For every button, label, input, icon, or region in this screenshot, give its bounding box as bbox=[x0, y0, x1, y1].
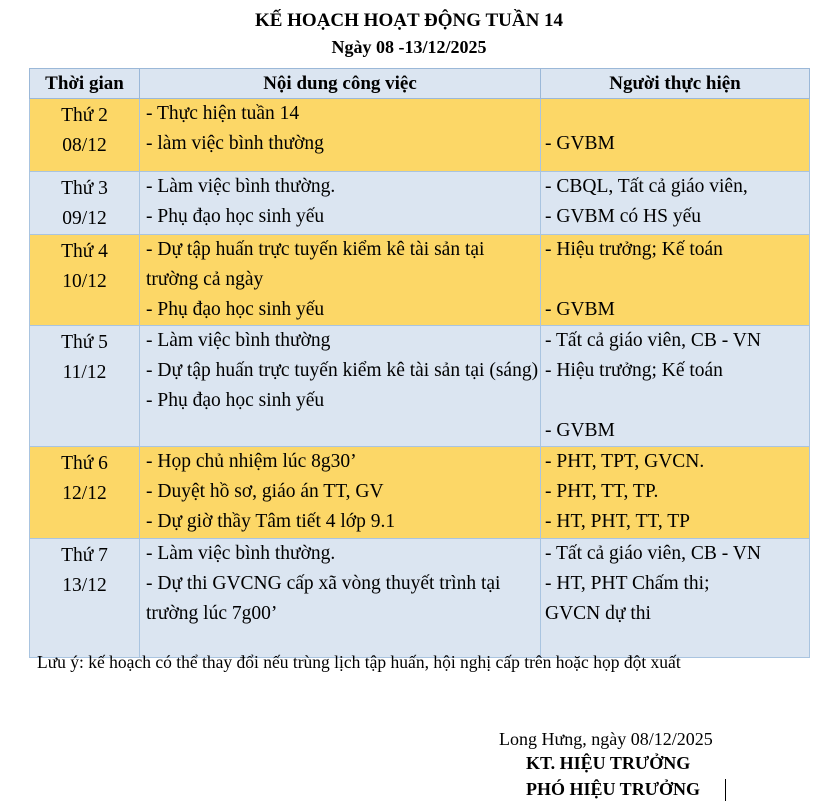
people-cell bbox=[541, 235, 810, 326]
column-header-people: Người thực hiện bbox=[541, 69, 810, 99]
task-line: - Duyệt hồ sơ, giáo án TT, GV bbox=[146, 481, 384, 502]
day-name: Thứ 6 bbox=[61, 453, 108, 474]
day-date: 13/12 bbox=[62, 575, 107, 596]
table-header-row bbox=[30, 69, 810, 99]
people-line: - PHT, TPT, GVCN. bbox=[545, 451, 705, 472]
tasks-cell bbox=[140, 235, 541, 326]
people-line: - HT, PHT Chấm thi; GVCN dự thi bbox=[545, 573, 710, 624]
people-line: - GVBM bbox=[545, 299, 615, 320]
people-line: - GVBM bbox=[545, 420, 615, 441]
signature-role-1: KT. HIỆU TRƯỞNG bbox=[526, 753, 691, 773]
task-line: - Dự thi GVCNG cấp xã vòng thuyết trình tại trường lúc 7g00’ bbox=[146, 573, 501, 624]
task-line: - Họp chủ nhiệm lúc 8g30’ bbox=[146, 451, 357, 472]
task-line: - Dự tập huấn trực tuyến kiểm kê tài sản tại trường cả ngày bbox=[146, 239, 485, 290]
day-date: 10/12 bbox=[62, 271, 107, 292]
plan-note: Lưu ý: kế hoạch có thể thay đổi nếu trùng lịch tập huấn, hội nghị cấp trên hoặc họp đột xuất bbox=[37, 652, 681, 672]
day-cell bbox=[30, 447, 140, 539]
people-line: - GVBM bbox=[545, 133, 615, 154]
people-cell bbox=[541, 172, 810, 235]
tasks-cell bbox=[140, 172, 541, 235]
people-cell bbox=[541, 539, 810, 658]
task-line: - Thực hiện tuần 14 bbox=[146, 103, 300, 124]
day-date: 08/12 bbox=[62, 135, 107, 156]
table-row bbox=[30, 326, 810, 447]
day-date: 11/12 bbox=[62, 362, 107, 383]
table-row bbox=[30, 447, 810, 539]
tasks-cell bbox=[140, 447, 541, 539]
task-line: - làm việc bình thường bbox=[146, 133, 324, 154]
tasks-cell bbox=[140, 539, 541, 658]
day-date: 12/12 bbox=[62, 483, 107, 504]
people-line: - CBQL, Tất cả giáo viên, bbox=[545, 176, 748, 197]
day-name: Thứ 7 bbox=[61, 545, 108, 566]
document-date-range: Ngày 08 -13/12/2025 bbox=[331, 37, 487, 57]
column-header-tasks: Nội dung công việc bbox=[140, 69, 541, 99]
people-line: - Tất cả giáo viên, CB - VN bbox=[545, 330, 761, 351]
people-cell bbox=[541, 326, 810, 447]
table-row bbox=[30, 99, 810, 172]
people-line: - Tất cả giáo viên, CB - VN bbox=[545, 543, 761, 564]
day-name: Thứ 5 bbox=[61, 332, 108, 353]
people-cell bbox=[541, 99, 810, 172]
tasks-cell bbox=[140, 99, 541, 172]
task-line: - Phụ đạo học sinh yếu bbox=[146, 206, 325, 227]
people-cell bbox=[541, 447, 810, 539]
day-name: Thứ 2 bbox=[61, 105, 108, 126]
day-cell bbox=[30, 172, 140, 235]
people-line: - Hiệu trưởng; Kế toán bbox=[545, 239, 723, 260]
day-name: Thứ 4 bbox=[61, 241, 108, 262]
task-line: - Dự giờ thầy Tâm tiết 4 lớp 9.1 bbox=[146, 511, 396, 532]
day-date: 09/12 bbox=[62, 208, 107, 229]
day-cell bbox=[30, 326, 140, 447]
task-line: - Phụ đạo học sinh yếu bbox=[146, 299, 325, 320]
people-line: - Hiệu trưởng; Kế toán bbox=[545, 360, 723, 381]
day-cell bbox=[30, 539, 140, 658]
document-title: KẾ HOẠCH HOẠT ĐỘNG TUẦN 14 bbox=[254, 10, 564, 31]
signature-role-2: PHÓ HIỆU TRƯỞNG bbox=[526, 779, 701, 799]
task-line: - Làm việc bình thường. bbox=[146, 176, 336, 197]
people-line: - PHT, TT, TP. bbox=[545, 481, 659, 502]
column-header-time: Thời gian bbox=[30, 69, 140, 99]
task-line: - Dự tập huấn trực tuyến kiểm kê tài sản tại (sáng) bbox=[146, 360, 539, 381]
people-line: - HT, PHT, TT, TP bbox=[545, 511, 690, 532]
text-cursor bbox=[725, 779, 726, 801]
weekly-plan-table bbox=[29, 68, 810, 658]
task-line: - Làm việc bình thường. bbox=[146, 543, 336, 564]
day-cell bbox=[30, 99, 140, 172]
task-line: - Làm việc bình thường bbox=[146, 330, 331, 351]
signature-place-date: Long Hưng, ngày 08/12/2025 bbox=[499, 729, 713, 749]
table-row bbox=[30, 172, 810, 235]
people-line: - GVBM có HS yếu bbox=[545, 206, 701, 227]
table-row bbox=[30, 539, 810, 658]
tasks-cell bbox=[140, 326, 541, 447]
task-line: - Phụ đạo học sinh yếu bbox=[146, 390, 325, 411]
day-cell bbox=[30, 235, 140, 326]
day-name: Thứ 3 bbox=[61, 178, 108, 199]
table-row bbox=[30, 235, 810, 326]
people-line bbox=[545, 99, 809, 129]
